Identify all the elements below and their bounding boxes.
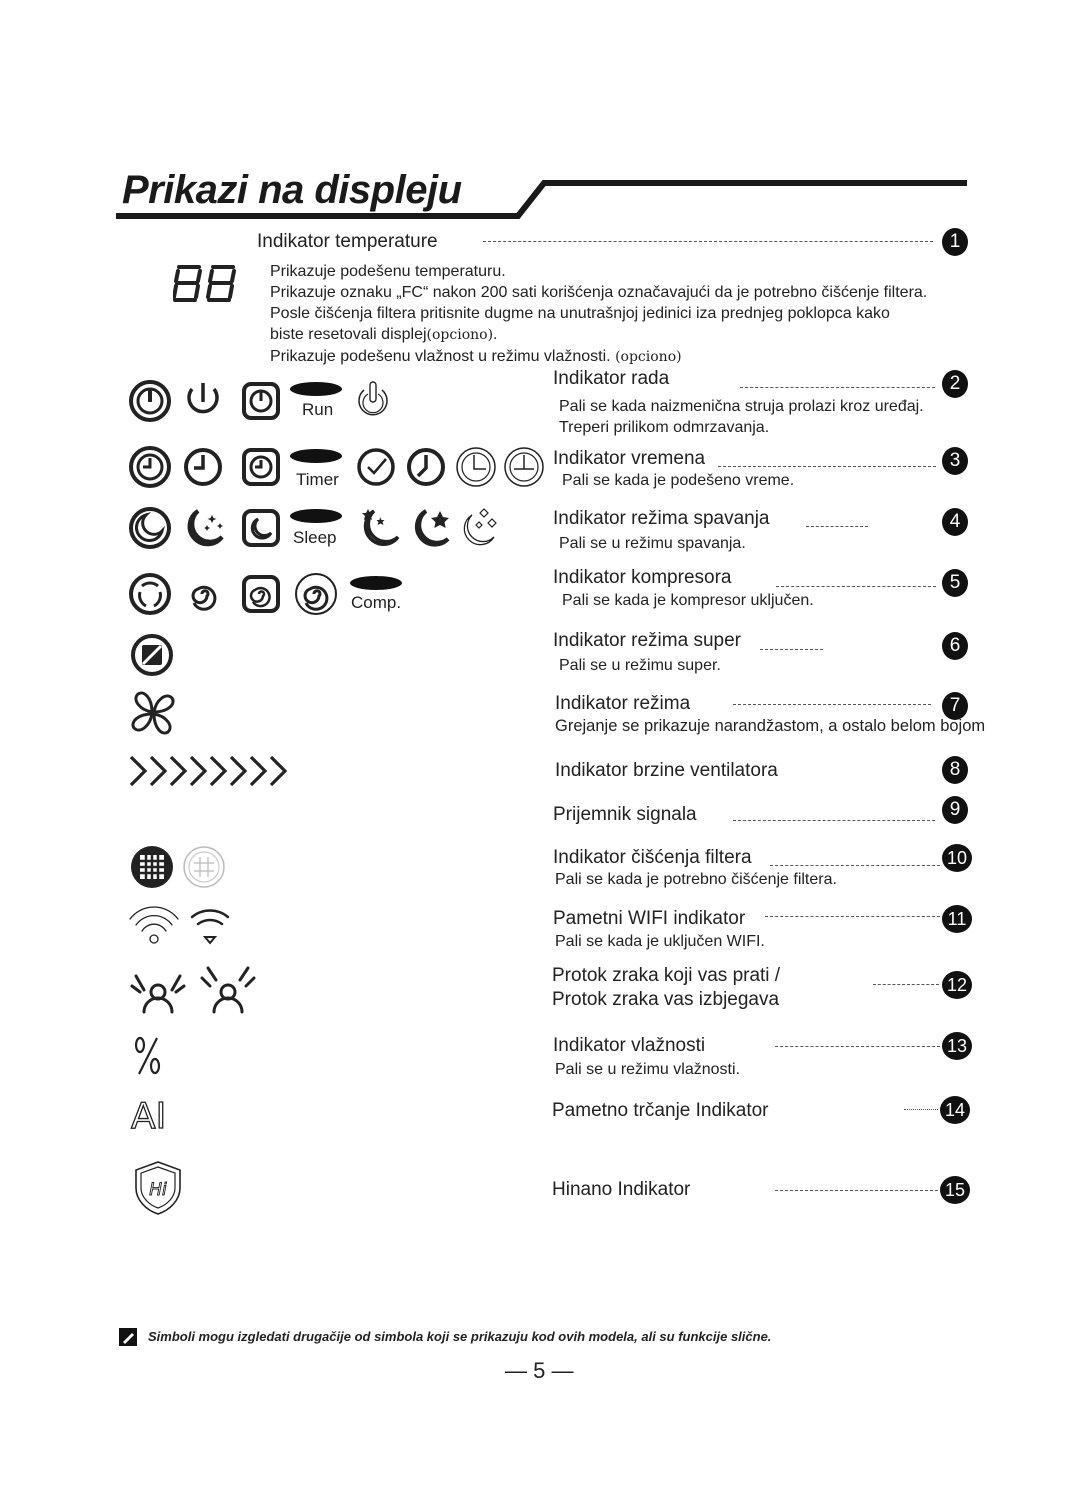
- leader-line-11: [765, 916, 940, 917]
- badge-4: 4: [942, 508, 968, 536]
- indicator-13-desc: Pali se u režimu vlažnosti.: [555, 1061, 740, 1078]
- indicator-13-title: Indikator vlažnosti: [553, 1035, 706, 1056]
- leader-line-4: [806, 526, 868, 527]
- indicator-3-desc: Pali se kada je podešeno vreme.: [562, 472, 795, 489]
- indicator-4-title: Indikator režima spavanja: [553, 508, 770, 529]
- badge-2: 2: [942, 370, 968, 398]
- airflow-person-icons: [130, 962, 260, 1020]
- leader-line-7: [733, 704, 931, 705]
- indicator-12-desc: Protok zraka vas izbjegava: [552, 989, 780, 1010]
- leader-line-13: [775, 1046, 940, 1047]
- badge-7: 7: [942, 692, 968, 720]
- indicator-4-desc: Pali se u režimu spavanja.: [559, 535, 746, 552]
- svg-text:Hi: Hi: [149, 1180, 167, 1200]
- indicator-10-desc: Pali se kada je potrebno čišćenje filtera.: [555, 871, 837, 888]
- indicator-9-title: Prijemnik signala: [553, 804, 697, 825]
- page-number: — 5 —: [505, 1358, 574, 1383]
- note-icon: [119, 1328, 137, 1346]
- indicator-5-desc: Pali se kada je kompresor uključen.: [562, 592, 814, 609]
- hi-shield-icon: [132, 1160, 184, 1216]
- indicator-1-title: Indikator temperature: [257, 231, 438, 252]
- leader-line-14: [904, 1109, 938, 1110]
- indicator-10-title: Indikator čišćenja filtera: [553, 847, 752, 868]
- fan-speed-chevrons-icon: [128, 754, 293, 788]
- humidity-percent-icon: [133, 1036, 163, 1076]
- sleep-label: Sleep: [293, 528, 337, 547]
- leader-line-2: [740, 387, 935, 388]
- leader-line-1: [483, 241, 933, 242]
- badge-15: 15: [940, 1176, 970, 1204]
- badge-5: 5: [942, 569, 968, 597]
- seven-segment-display-icon: [173, 263, 237, 303]
- badge-1: 1: [942, 228, 968, 256]
- badge-8: 8: [942, 756, 968, 784]
- page-title: Prikazi na displeju: [122, 168, 462, 212]
- leader-line-6: [760, 649, 823, 650]
- timer-label: Timer: [296, 470, 339, 489]
- leader-line-10: [770, 865, 940, 866]
- wifi-icons: [128, 905, 238, 947]
- leader-line-5: [776, 586, 936, 587]
- indicator-5-title: Indikator kompresora: [553, 567, 732, 588]
- badge-10: 10: [942, 844, 972, 872]
- badge-12: 12: [942, 971, 972, 999]
- badge-13: 13: [942, 1032, 972, 1060]
- indicator-8-title: Indikator brzine ventilatora: [555, 760, 778, 781]
- indicator-12-title: Protok zraka koji vas prati /: [552, 965, 781, 986]
- leader-line-12: [873, 984, 939, 985]
- indicator-6-title: Indikator režima super: [553, 630, 741, 651]
- power-icons-row: [128, 378, 398, 426]
- ai-icon: AI: [131, 1096, 167, 1137]
- run-label: Run: [302, 400, 334, 419]
- super-mode-icon: [129, 632, 175, 678]
- leader-line-15: [775, 1190, 938, 1191]
- indicator-1-desc: Prikazuje podešenu temperaturu. Prikazuje oznaku „FC“ nakon 200 sati korišćenja označavajući da je potrebno čišćenje filtera. Posle čišćenja filtera pritisnite dugme na unutrašnjoj jedinici iza prednjeg poklopca kako biste resetovali displej(opciono). Prikazuje podešenu vlažnost u režimu vlažnosti. (opciono): [270, 263, 928, 365]
- badge-3: 3: [942, 447, 968, 475]
- leader-line-9: [733, 820, 935, 821]
- indicator-7-desc: Grejanje se prikazuje narandžastom, a ostalo belom bojom: [555, 717, 986, 735]
- fan-mode-icon: [128, 690, 178, 738]
- comp-label: Comp.: [351, 593, 402, 612]
- badge-9: 9: [942, 796, 968, 824]
- badge-14: 14: [940, 1096, 970, 1124]
- indicator-6-desc: Pali se u režimu super.: [559, 657, 721, 674]
- indicator-2-title: Indikator rada: [553, 368, 670, 389]
- indicator-11-desc: Pali se kada je uključen WIFI.: [555, 933, 765, 950]
- title-underline: [116, 174, 971, 222]
- filter-clean-icons: [128, 843, 230, 891]
- leader-line-3: [718, 466, 936, 467]
- indicator-2-desc: Pali se kada naizmenična struja prolazi kroz uređaj. Treperi prilikom odmrzavanja.: [559, 398, 924, 436]
- indicator-3-title: Indikator vremena: [553, 448, 706, 469]
- footer-note: Simboli mogu izgledati drugačije od simbola koji se prikazuju kod ovih modela, ali su funkcije slične.: [148, 1329, 772, 1344]
- badge-6: 6: [942, 632, 968, 660]
- indicator-7-title: Indikator režima: [555, 693, 691, 714]
- indicator-11-title: Pametni WIFI indikator: [553, 908, 746, 929]
- indicator-15-title: Hinano Indikator: [552, 1179, 691, 1200]
- badge-11: 11: [942, 905, 972, 933]
- indicator-14-title: Pametno trčanje Indikator: [552, 1100, 769, 1121]
